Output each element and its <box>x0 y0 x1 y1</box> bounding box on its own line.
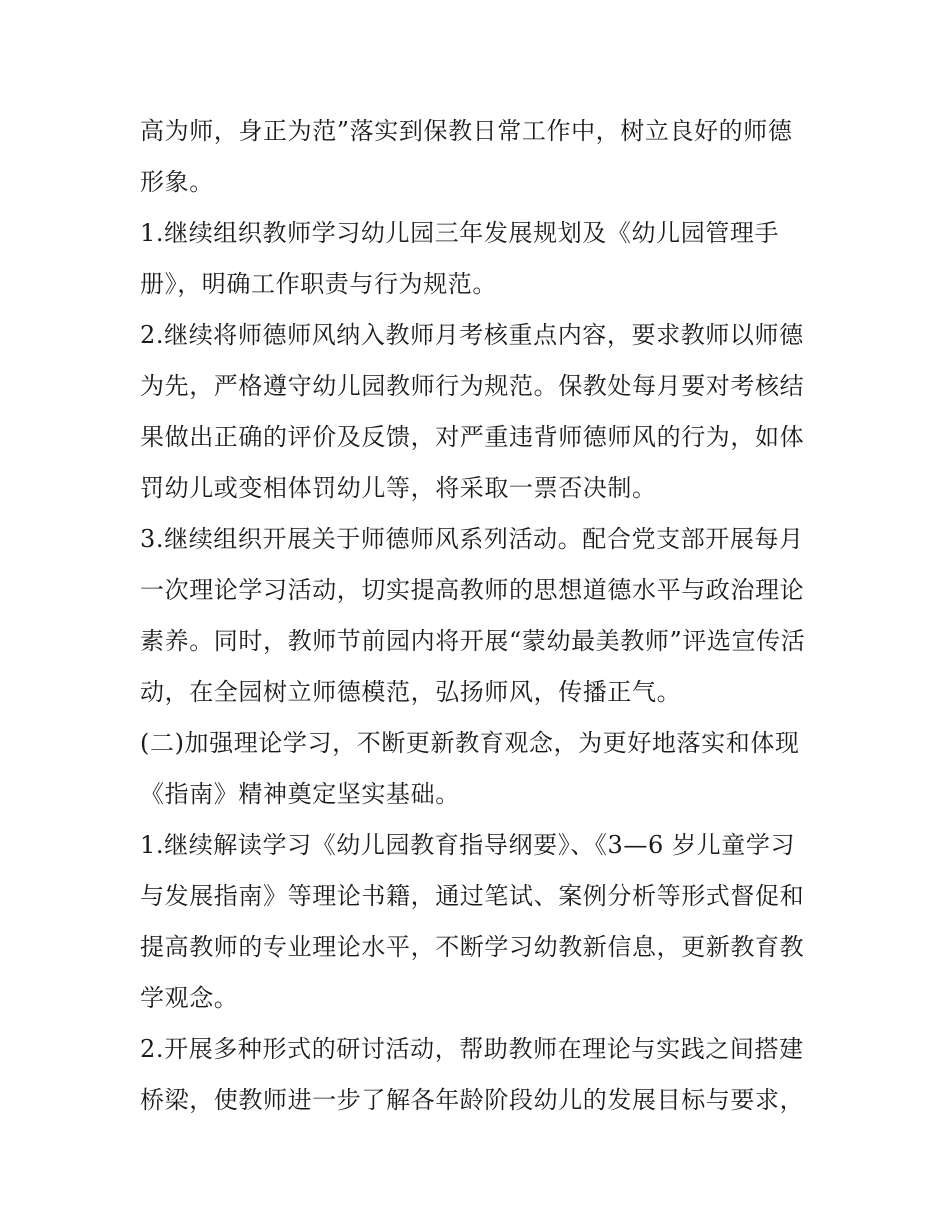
paragraph-item-2-seminars <box>140 1024 812 1126</box>
text-line: 罚幼儿或变相体罚幼儿等，将采取一票否决制。 <box>140 474 657 502</box>
text-line: 为先，严格遵守幼儿园教师行为规范。保教处每月要对考核结 <box>140 372 805 400</box>
paragraph-item-1-reading <box>140 820 812 1024</box>
document-body <box>140 106 812 1126</box>
paragraph-item-3-activities <box>140 514 812 718</box>
text-line: 1.继续解读学习《幼儿园教育指导纲要》、《3—6 岁儿童学习 <box>140 831 796 859</box>
text-line: 与发展指南》等理论书籍，通过笔试、案例分析等形式督促和 <box>140 882 805 910</box>
text-line: 一次理论学习活动，切实提高教师的思想道德水平与政治理论 <box>140 576 805 604</box>
text-line: 1.继续组织教师学习幼儿园三年发展规划及《幼儿园管理手 <box>140 219 780 247</box>
text-line: 3.继续组织开展关于师德师风系列活动。配合党支部开展每月 <box>140 525 804 553</box>
text-line: 《指南》精神奠定坚实基础。 <box>140 780 460 808</box>
section-heading-theory-study <box>140 718 812 820</box>
text-line: 2.继续将师德师风纳入教师月考核重点内容，要求教师以师德 <box>140 321 804 349</box>
paragraph-item-1-planning <box>140 208 812 310</box>
text-line: 桥梁，使教师进一步了解各年龄阶段幼儿的发展目标与要求， <box>140 1086 805 1114</box>
text-line: 2.开展多种形式的研讨活动，帮助教师在理论与实践之间搭建 <box>140 1035 804 1063</box>
text-line: (二)加强理论学习，不断更新教育观念，为更好地落实和体现 <box>140 729 800 757</box>
text-line: 高为师，身正为范”落实到保教日常工作中，树立良好的师德 <box>140 117 793 145</box>
text-line: 果做出正确的评价及反馈，对严重违背师德师风的行为，如体 <box>140 423 805 451</box>
text-line: 学观念。 <box>140 984 239 1012</box>
paragraph-item-2-assessment <box>140 310 812 514</box>
text-line: 提高教师的专业理论水平，不断学习幼教新信息，更新教育教 <box>140 933 805 961</box>
text-line: 素养。同时，教师节前园内将开展“蒙幼最美教师”评选宣传活 <box>140 627 806 655</box>
text-line: 形象。 <box>140 168 214 196</box>
paragraph-teacher-ethics-intro <box>140 106 812 208</box>
text-line: 册》，明确工作职责与行为规范。 <box>140 270 497 298</box>
text-line: 动，在全园树立师德模范，弘扬师风，传播正气。 <box>140 678 682 706</box>
